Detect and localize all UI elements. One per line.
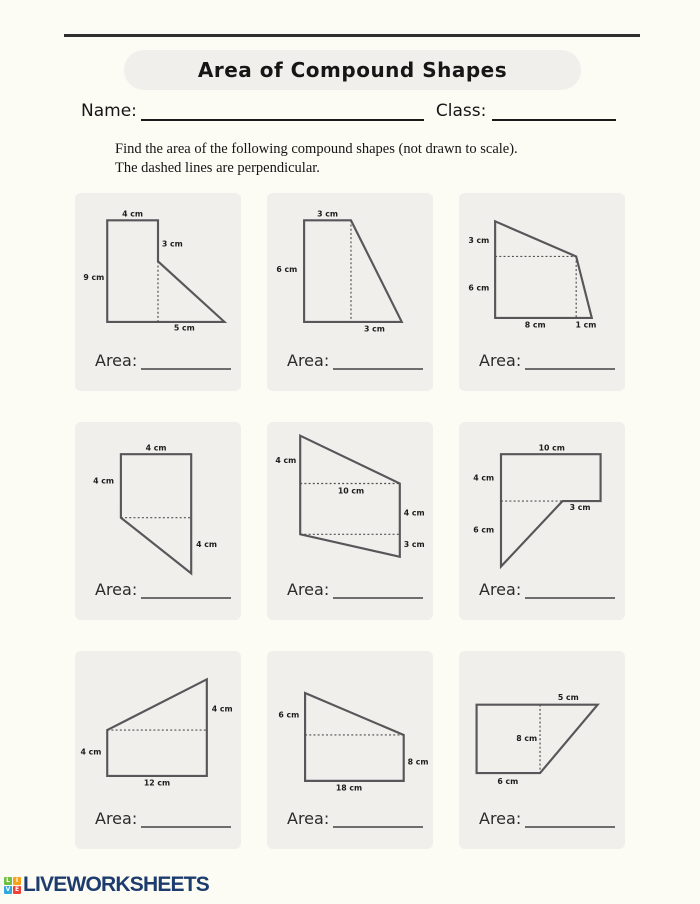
shape-figure-1 — [75, 193, 241, 347]
svg-text:4 cm: 4 cm — [196, 539, 217, 549]
svg-text:4 cm: 4 cm — [122, 209, 144, 219]
svg-text:10 cm: 10 cm — [538, 443, 565, 453]
svg-text:18 cm: 18 cm — [335, 783, 363, 793]
area-answer-line-1[interactable] — [141, 354, 231, 370]
logo-square: L — [4, 877, 12, 885]
svg-text:3 cm: 3 cm — [403, 539, 425, 549]
svg-text:3 cm: 3 cm — [317, 209, 338, 219]
problems-grid — [75, 193, 625, 849]
problem-cell-3 — [459, 193, 625, 391]
problem-cell-2 — [267, 193, 433, 391]
name-label: Name: — [81, 101, 137, 121]
area-answer-line-7[interactable] — [141, 812, 231, 828]
problem-cell-7 — [75, 651, 241, 849]
area-answer-line-6[interactable] — [525, 583, 615, 599]
area-answer-line-5[interactable] — [333, 583, 423, 599]
liveworksheets-logo-icon — [4, 877, 21, 894]
shape-figure-2 — [267, 193, 433, 347]
area-label: Area: — [287, 580, 330, 600]
logo-square: I — [13, 877, 21, 885]
instructions-line-2: The dashed lines are perpendicular. — [115, 160, 320, 176]
svg-text:5 cm: 5 cm — [173, 323, 195, 333]
area-answer-line-8[interactable] — [333, 812, 423, 828]
problem-cell-9 — [459, 651, 625, 849]
svg-text:4 cm: 4 cm — [403, 508, 425, 518]
problem-cell-8 — [267, 651, 433, 849]
shape-figure-9 — [459, 651, 625, 805]
class-input-line[interactable] — [492, 103, 616, 121]
shape-figure-6 — [459, 422, 625, 576]
shape-figure-5 — [267, 422, 433, 576]
liveworksheets-logo-text: LIVEWORKSHEETS — [23, 873, 209, 896]
svg-text:10 cm: 10 cm — [337, 486, 365, 496]
instructions — [115, 140, 518, 178]
svg-text:3 cm: 3 cm — [468, 235, 490, 245]
svg-text:6 cm: 6 cm — [278, 710, 300, 720]
shape-figure-3 — [459, 193, 625, 347]
shape-figure-8 — [267, 651, 433, 805]
problem-cell-1 — [75, 193, 241, 391]
area-label: Area: — [287, 809, 330, 829]
svg-text:3 cm: 3 cm — [569, 502, 591, 512]
svg-text:8 cm: 8 cm — [407, 757, 429, 767]
svg-text:6 cm: 6 cm — [468, 283, 490, 293]
svg-text:4 cm: 4 cm — [93, 476, 115, 486]
svg-text:4 cm: 4 cm — [80, 747, 102, 757]
svg-text:12 cm: 12 cm — [143, 778, 171, 788]
svg-text:4 cm: 4 cm — [211, 704, 233, 714]
logo-square: E — [14, 885, 20, 893]
svg-text:8 cm: 8 cm — [524, 320, 546, 330]
problem-cell-5 — [267, 422, 433, 620]
svg-text:6 cm: 6 cm — [497, 776, 519, 786]
shape-figure-4 — [75, 422, 241, 576]
logo-square: V — [5, 885, 11, 893]
shape-figure-7 — [75, 651, 241, 805]
svg-text:4 cm: 4 cm — [145, 443, 167, 453]
svg-text:4 cm: 4 cm — [473, 473, 495, 483]
area-answer-line-3[interactable] — [525, 354, 615, 370]
instructions-line-1: Find the area of the following compound shapes (not drawn to scale). — [115, 141, 518, 157]
worksheet-title-pill — [124, 50, 581, 90]
area-label: Area: — [479, 580, 522, 600]
name-class-row — [81, 101, 641, 121]
area-answer-line-9[interactable] — [525, 812, 615, 828]
area-label: Area: — [287, 351, 330, 371]
svg-text:4 cm: 4 cm — [275, 456, 297, 466]
area-answer-line-2[interactable] — [333, 354, 423, 370]
area-label: Area: — [95, 809, 138, 829]
svg-text:3 cm: 3 cm — [363, 324, 385, 334]
svg-text:6 cm: 6 cm — [276, 265, 298, 275]
area-answer-line-4[interactable] — [141, 583, 231, 599]
svg-text:9 cm: 9 cm — [83, 272, 105, 282]
area-label: Area: — [95, 580, 138, 600]
svg-text:8 cm: 8 cm — [516, 733, 538, 743]
top-rule — [64, 34, 640, 37]
svg-text:5 cm: 5 cm — [557, 692, 579, 702]
problem-cell-6 — [459, 422, 625, 620]
svg-text:3 cm: 3 cm — [161, 239, 183, 249]
class-label: Class: — [435, 101, 487, 121]
svg-text:6 cm: 6 cm — [473, 525, 495, 535]
worksheet-title: Area of Compound Shapes — [197, 58, 508, 82]
problem-cell-4 — [75, 422, 241, 620]
area-label: Area: — [479, 809, 522, 829]
name-input-line[interactable] — [141, 103, 424, 121]
area-label: Area: — [95, 351, 138, 371]
footer-logo[interactable] — [4, 873, 209, 897]
area-label: Area: — [479, 351, 522, 371]
svg-text:1 cm: 1 cm — [575, 320, 597, 330]
